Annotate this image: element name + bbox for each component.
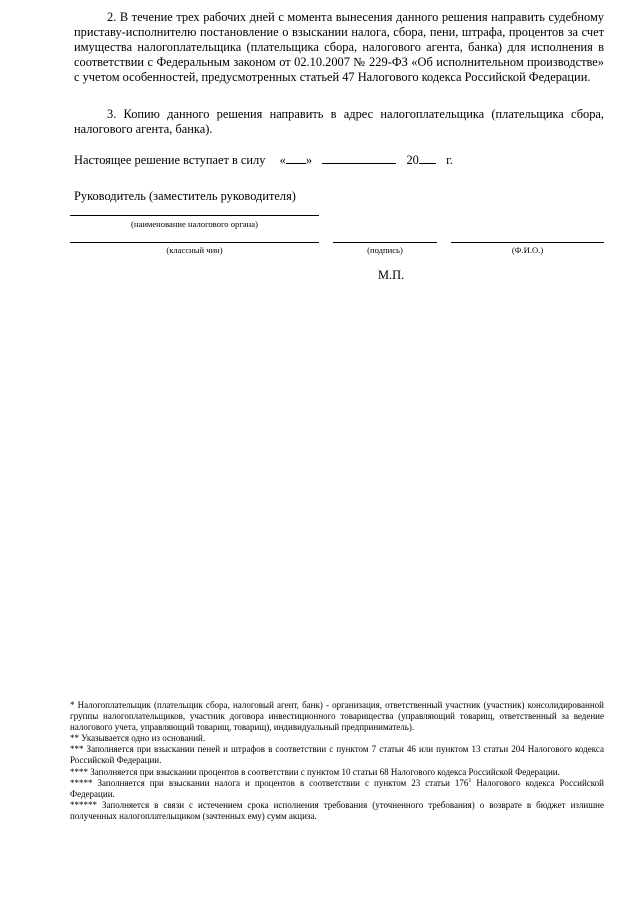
paragraph-2-text: 2. В течение трех рабочих дней с момента вынесения данного решения направить судебному приставу-исполнителю постановление о взыскании налога, сбора, пени, штрафа, процентов за счет имущества налогоплательщика (плательщика сбора, налогового агента, банка) для исполнения в соответствии с Федеральным законом от 02.10.2007 № 229-ФЗ «Об исполнительном производстве» с учетом особенностей, предусмотренных статьей 47 Налогового кодекса Российской Федерации. xyxy=(74,10,604,84)
day-field[interactable] xyxy=(286,152,306,164)
rank-line[interactable] xyxy=(70,242,319,243)
paragraph-3 xyxy=(74,107,604,137)
signature-line[interactable] xyxy=(333,242,437,243)
paragraph-2 xyxy=(74,10,604,85)
footnote-6: ****** Заполняется в связи с истечением срока исполнения требования (уточненного требования) о возврате в бюджет излишне полученных налогоплательщиком (зачтенных ему) сумм акциза. xyxy=(70,799,604,821)
close-quote: » xyxy=(305,153,313,167)
footnote-5-text-a: ***** Заполняется при взыскании налога и процентов в соответствии с пунктом 23 статьи 176 xyxy=(70,777,469,788)
signature-caption: (подпись) xyxy=(367,245,403,255)
footnote-5-superscript: 1 xyxy=(468,777,472,784)
year-suffix: г. xyxy=(446,153,453,167)
rank-caption: (классный чин) xyxy=(166,245,223,255)
stamp-label: М.П. xyxy=(378,268,405,282)
year-prefix: 20 xyxy=(406,153,419,167)
footnote-5-text-b: Налогового кодекса Российской Федерации. xyxy=(70,777,604,799)
footnotes xyxy=(70,700,604,822)
effective-date-prefix: Настоящее решение вступает в силу xyxy=(74,153,266,167)
month-field[interactable] xyxy=(322,152,396,164)
full-name-line[interactable] xyxy=(451,242,604,243)
org-name-caption: (наименование налогового органа) xyxy=(131,219,258,229)
org-name-line[interactable] xyxy=(70,215,319,216)
head-label: Руководитель (заместитель руководителя) xyxy=(74,189,296,203)
paragraph-3-text: 3. Копию данного решения направить в адрес налогоплательщика (плательщика сбора, налогового агента, банка). xyxy=(74,107,604,136)
full-name-caption: (Ф.И.О.) xyxy=(511,245,544,255)
footnote-5 xyxy=(70,778,604,800)
effective-date-line xyxy=(74,152,453,168)
footnote-3: *** Заполняется при взыскании пеней и штрафов в соответствии с пунктом 7 статьи 46 или пунктом 13 статьи 204 Налогового кодекса Российской Федерации. xyxy=(70,744,604,766)
footnote-1: * Налогоплательщик (плательщик сбора, налоговый агент, банк) - организация, ответственный участник (участник) консолидированной группы налогоплательщиков, участник договора инвестиционного товарищества (управляющий товарищ, ответственный за ведение налогового учета, управляющий товарищ, товарищ), индивидуальный предприниматель). xyxy=(70,700,604,733)
footnote-2: ** Указывается одно из оснований. xyxy=(70,733,206,744)
year-field[interactable] xyxy=(419,152,436,164)
open-quote: « xyxy=(279,153,286,167)
footnote-4: **** Заполняется при взыскании процентов в соответствии с пунктом 10 статьи 68 Налогового кодекса Российской Федерации. xyxy=(70,766,560,777)
